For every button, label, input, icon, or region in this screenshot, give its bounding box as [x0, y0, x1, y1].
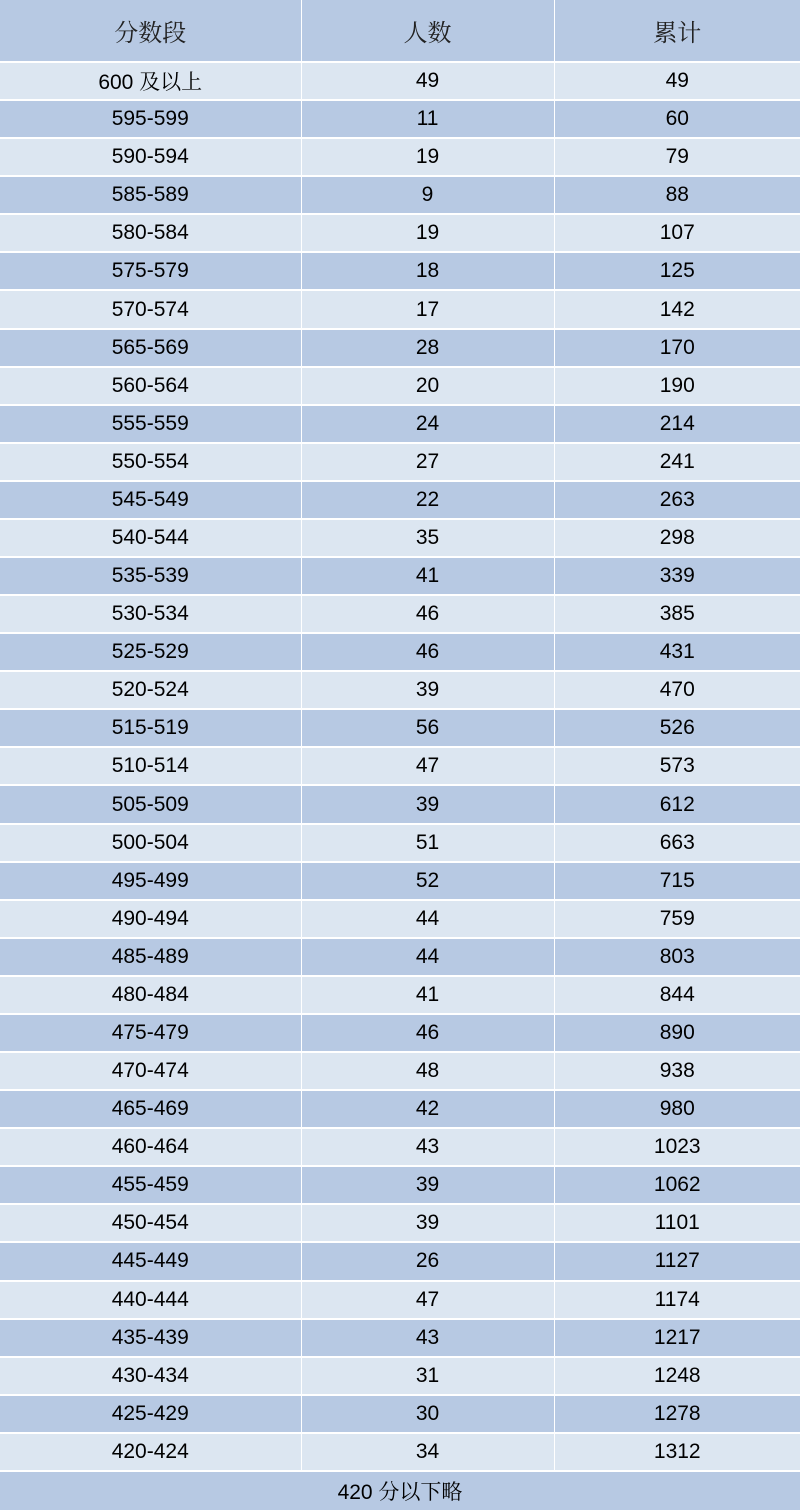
- cell-score-range: 530-534: [0, 595, 301, 633]
- cell-count: 35: [301, 519, 554, 557]
- cell-count: 44: [301, 938, 554, 976]
- table-row: [0, 62, 800, 100]
- cell-score-range: 485-489: [0, 938, 301, 976]
- cell-cumulative: 88: [554, 176, 800, 214]
- cell-count: 26: [301, 1242, 554, 1280]
- table-row: [0, 709, 800, 747]
- cell-score-range: 580-584: [0, 214, 301, 252]
- cell-count: 27: [301, 443, 554, 481]
- cell-score-range: 455-459: [0, 1166, 301, 1204]
- cell-cumulative: 385: [554, 595, 800, 633]
- cell-cumulative: 470: [554, 671, 800, 709]
- cell-score-range: 505-509: [0, 785, 301, 823]
- table-row: [0, 214, 800, 252]
- cell-count: 39: [301, 785, 554, 823]
- cell-count: 30: [301, 1395, 554, 1433]
- cell-cumulative: 980: [554, 1090, 800, 1128]
- cell-count: 24: [301, 405, 554, 443]
- footer-row: [0, 1471, 800, 1511]
- cell-score-range: 540-544: [0, 519, 301, 557]
- cell-cumulative: 60: [554, 100, 800, 138]
- cell-count: 18: [301, 252, 554, 290]
- cell-score-range: 435-439: [0, 1319, 301, 1357]
- table-row: [0, 633, 800, 671]
- cell-count: 49: [301, 62, 554, 100]
- table-row: [0, 1014, 800, 1052]
- table-row: [0, 976, 800, 1014]
- table-row: [0, 176, 800, 214]
- cell-cumulative: 1023: [554, 1128, 800, 1166]
- table-row: [0, 1281, 800, 1319]
- table-row: [0, 138, 800, 176]
- cell-count: 42: [301, 1090, 554, 1128]
- cell-score-range: 520-524: [0, 671, 301, 709]
- header-row: [0, 0, 800, 62]
- cell-score-range: 460-464: [0, 1128, 301, 1166]
- cell-count: 43: [301, 1128, 554, 1166]
- cell-cumulative: 170: [554, 329, 800, 367]
- cell-cumulative: 844: [554, 976, 800, 1014]
- cell-cumulative: 1248: [554, 1357, 800, 1395]
- cell-count: 47: [301, 1281, 554, 1319]
- table-row: [0, 1166, 800, 1204]
- cell-count: 56: [301, 709, 554, 747]
- cell-cumulative: 107: [554, 214, 800, 252]
- cell-cumulative: 803: [554, 938, 800, 976]
- cell-cumulative: 573: [554, 747, 800, 785]
- cell-count: 20: [301, 367, 554, 405]
- cell-count: 41: [301, 976, 554, 1014]
- table-row: [0, 1395, 800, 1433]
- table-row: [0, 100, 800, 138]
- table-row: [0, 1128, 800, 1166]
- cell-cumulative: 890: [554, 1014, 800, 1052]
- cell-cumulative: 612: [554, 785, 800, 823]
- table-row: [0, 1204, 800, 1242]
- cell-score-range: 495-499: [0, 862, 301, 900]
- cell-cumulative: 263: [554, 481, 800, 519]
- cell-cumulative: 49: [554, 62, 800, 100]
- cell-count: 19: [301, 138, 554, 176]
- cell-score-range: 595-599: [0, 100, 301, 138]
- cell-score-range: 475-479: [0, 1014, 301, 1052]
- cell-count: 46: [301, 595, 554, 633]
- cell-score-range: 440-444: [0, 1281, 301, 1319]
- cell-count: 44: [301, 900, 554, 938]
- table-row: [0, 938, 800, 976]
- table-row: [0, 481, 800, 519]
- cell-score-range: 550-554: [0, 443, 301, 481]
- cell-cumulative: 1127: [554, 1242, 800, 1280]
- table-row: [0, 519, 800, 557]
- cell-score-range: 480-484: [0, 976, 301, 1014]
- cell-count: 47: [301, 747, 554, 785]
- table-row: [0, 595, 800, 633]
- cell-count: 48: [301, 1052, 554, 1090]
- cell-count: 34: [301, 1433, 554, 1471]
- table-row: [0, 1433, 800, 1471]
- cell-score-range: 545-549: [0, 481, 301, 519]
- table-row: [0, 1319, 800, 1357]
- table-header: [0, 0, 800, 62]
- cell-cumulative: 1312: [554, 1433, 800, 1471]
- cell-score-range: 465-469: [0, 1090, 301, 1128]
- cell-cumulative: 526: [554, 709, 800, 747]
- table-row: [0, 443, 800, 481]
- table-row: [0, 900, 800, 938]
- cell-count: 39: [301, 1166, 554, 1204]
- table-row: [0, 329, 800, 367]
- cell-score-range: 570-574: [0, 290, 301, 328]
- cell-cumulative: 214: [554, 405, 800, 443]
- cell-score-range: 590-594: [0, 138, 301, 176]
- cell-cumulative: 339: [554, 557, 800, 595]
- cell-score-range: 425-429: [0, 1395, 301, 1433]
- cell-cumulative: 1217: [554, 1319, 800, 1357]
- cell-score-range: 500-504: [0, 824, 301, 862]
- cell-cumulative: 1062: [554, 1166, 800, 1204]
- cell-cumulative: 715: [554, 862, 800, 900]
- header-cumulative: 累计: [554, 0, 800, 62]
- table-row: [0, 1357, 800, 1395]
- cell-cumulative: 190: [554, 367, 800, 405]
- table-row: [0, 1052, 800, 1090]
- table-row: [0, 862, 800, 900]
- cell-score-range: 420-424: [0, 1433, 301, 1471]
- table-row: [0, 785, 800, 823]
- cell-count: 51: [301, 824, 554, 862]
- table-row: [0, 367, 800, 405]
- cell-score-range: 470-474: [0, 1052, 301, 1090]
- cell-count: 39: [301, 671, 554, 709]
- cell-count: 41: [301, 557, 554, 595]
- cell-cumulative: 142: [554, 290, 800, 328]
- cell-count: 31: [301, 1357, 554, 1395]
- cell-count: 39: [301, 1204, 554, 1242]
- table-row: [0, 1090, 800, 1128]
- cell-count: 19: [301, 214, 554, 252]
- table-footer: [0, 1471, 800, 1511]
- cell-score-range: 575-579: [0, 252, 301, 290]
- cell-score-range: 510-514: [0, 747, 301, 785]
- table-row: [0, 252, 800, 290]
- cell-score-range: 535-539: [0, 557, 301, 595]
- table-row: [0, 671, 800, 709]
- cell-cumulative: 79: [554, 138, 800, 176]
- cell-count: 22: [301, 481, 554, 519]
- table-row: [0, 557, 800, 595]
- cell-score-range: 600 及以上: [0, 62, 301, 100]
- cell-cumulative: 938: [554, 1052, 800, 1090]
- cell-cumulative: 241: [554, 443, 800, 481]
- cell-score-range: 560-564: [0, 367, 301, 405]
- cell-count: 46: [301, 1014, 554, 1052]
- cell-cumulative: 298: [554, 519, 800, 557]
- table-row: [0, 1242, 800, 1280]
- cell-score-range: 430-434: [0, 1357, 301, 1395]
- cell-score-range: 445-449: [0, 1242, 301, 1280]
- cell-score-range: 450-454: [0, 1204, 301, 1242]
- cell-score-range: 515-519: [0, 709, 301, 747]
- table-row: [0, 405, 800, 443]
- cell-cumulative: 431: [554, 633, 800, 671]
- cell-count: 11: [301, 100, 554, 138]
- table-row: [0, 290, 800, 328]
- cell-count: 28: [301, 329, 554, 367]
- cell-count: 46: [301, 633, 554, 671]
- cell-count: 9: [301, 176, 554, 214]
- cell-cumulative: 1278: [554, 1395, 800, 1433]
- cell-cumulative: 759: [554, 900, 800, 938]
- cell-count: 43: [301, 1319, 554, 1357]
- cell-score-range: 585-589: [0, 176, 301, 214]
- footer-note: 420 分以下略: [0, 1471, 800, 1511]
- header-score-range: 分数段: [0, 0, 301, 62]
- cell-score-range: 565-569: [0, 329, 301, 367]
- cell-cumulative: 1101: [554, 1204, 800, 1242]
- cell-cumulative: 125: [554, 252, 800, 290]
- cell-score-range: 555-559: [0, 405, 301, 443]
- cell-count: 52: [301, 862, 554, 900]
- table-body: [0, 62, 800, 1471]
- cell-score-range: 490-494: [0, 900, 301, 938]
- header-count: 人数: [301, 0, 554, 62]
- cell-score-range: 525-529: [0, 633, 301, 671]
- table-row: [0, 824, 800, 862]
- table-row: [0, 747, 800, 785]
- cell-cumulative: 663: [554, 824, 800, 862]
- cell-cumulative: 1174: [554, 1281, 800, 1319]
- cell-count: 17: [301, 290, 554, 328]
